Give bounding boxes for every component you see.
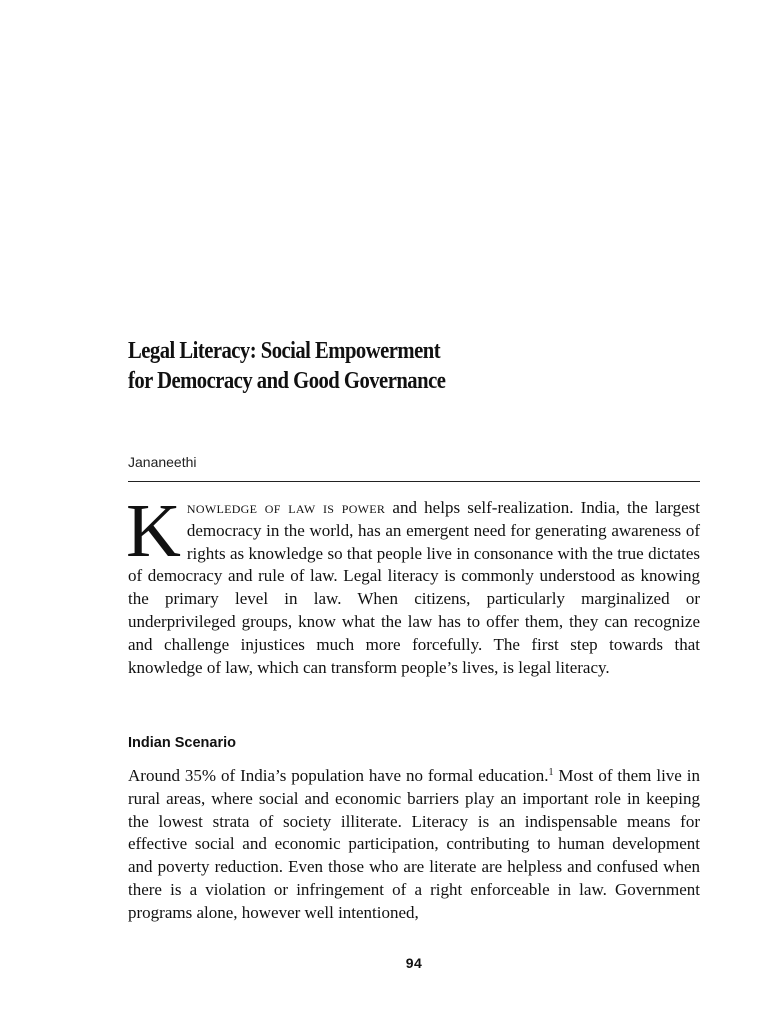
section-paragraph [128,765,700,925]
intro-lead-in: nowledge of law is power [186,498,386,517]
page-number: 94 [405,955,423,971]
article-author: Jananeethi [128,454,197,470]
drop-cap: K [126,489,181,573]
intro-text: and helps self-realization. India, the largest democracy in the world, has an emergent need for generating awareness of rights as knowledge so that people live in consonance with the true dictates of democracy and rule of law. Legal literacy is commonly understood as knowing the primary level in law. When citizens, particularly marginalized or underprivileged groups, know what the law has to offer them, they can recognize and challenge injustices much more forcefully. The first step towards that knowledge of law, which can transform people’s lives, is legal literacy. [128,498,700,677]
article-title-line-2: for Democracy and Good Governance [128,368,446,394]
section-heading: Indian Scenario [128,735,236,751]
section-text-part-1: Around 35% of India’s population have no formal education. [128,766,549,785]
intro-paragraph [126,489,700,679]
title-divider [128,481,700,482]
section-text-part-2: Most of them live in rural areas, where social and economic barriers play an important role in keeping the lowest strata of society illiterate. Literacy is an indispensable means for effective social and economic participation, contributing to human development and poverty reduction. Even those who are literate are helpless and confused when there is a violation or infringement of a right enforceable in law. Government programs alone, however well intentioned, [128,766,700,922]
footnote-marker[interactable]: 1 [548,767,554,778]
article-title-line-1: Legal Literacy: Social Empowerment [128,338,441,364]
article-title [128,336,610,396]
